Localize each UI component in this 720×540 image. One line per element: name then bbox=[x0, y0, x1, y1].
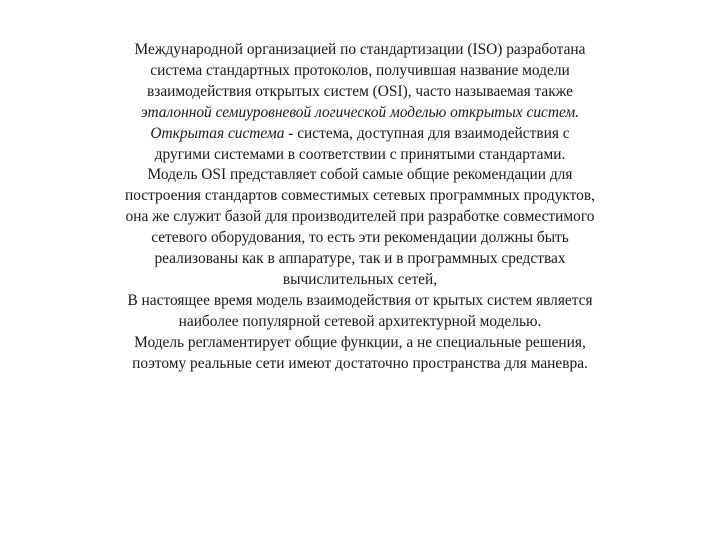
paragraph-popularity-line-2: наиболее популярной сетевой архитектурной моделью. bbox=[178, 312, 542, 330]
open-system-term: Открытая система bbox=[150, 124, 285, 142]
open-system-definition: - система, доступная для взаимодействия с bbox=[284, 124, 570, 142]
paragraph-regulation-line-2: поэтому реальные сети имеют достаточно пространства для маневра. bbox=[132, 354, 588, 372]
paragraph-osi-line-5: реализованы как в аппаратуре, так и в программных средствах bbox=[154, 250, 566, 268]
paragraph-iso-line-4-italic: эталонной семиуровневой логической моделью открытых систем. bbox=[140, 103, 580, 121]
paragraph-popularity-line-1: В настоящее время модель взаимодействия от крытых систем является bbox=[127, 291, 593, 309]
paragraph-osi-line-2: построения стандартов совместимых сетевых программных продуктов, bbox=[124, 187, 595, 205]
paragraph-open-system-line-1 bbox=[60, 124, 660, 145]
paragraph-osi-line-3: она же служит базой для производителей при разработке совместимого bbox=[125, 208, 595, 226]
paragraph-iso-line-1: Международной организацией по стандартизации (ISO) разработана bbox=[134, 41, 586, 58]
paragraph-regulation-line-1: Модель регламентирует общие функции, а не специальные решения, bbox=[134, 333, 586, 351]
paragraph-open-system-line-2: другими системами в соответствии с принятыми стандартами. bbox=[154, 145, 566, 163]
paragraph-osi-line-1: Модель OSI представляет собой самые общие рекомендации для bbox=[147, 166, 573, 184]
paragraph-osi-line-4: сетевого оборудования, то есть эти рекомендации должны быть bbox=[151, 229, 569, 247]
paragraph-iso-line-3: взаимодействия открытых систем (OSI), часто называемая также bbox=[147, 82, 573, 100]
paragraph-osi-line-6: вычислительных сетей, bbox=[282, 270, 438, 288]
slide-body-text bbox=[60, 40, 660, 375]
paragraph-iso-line-2: система стандартных протоколов, получившая название модели bbox=[150, 61, 570, 79]
